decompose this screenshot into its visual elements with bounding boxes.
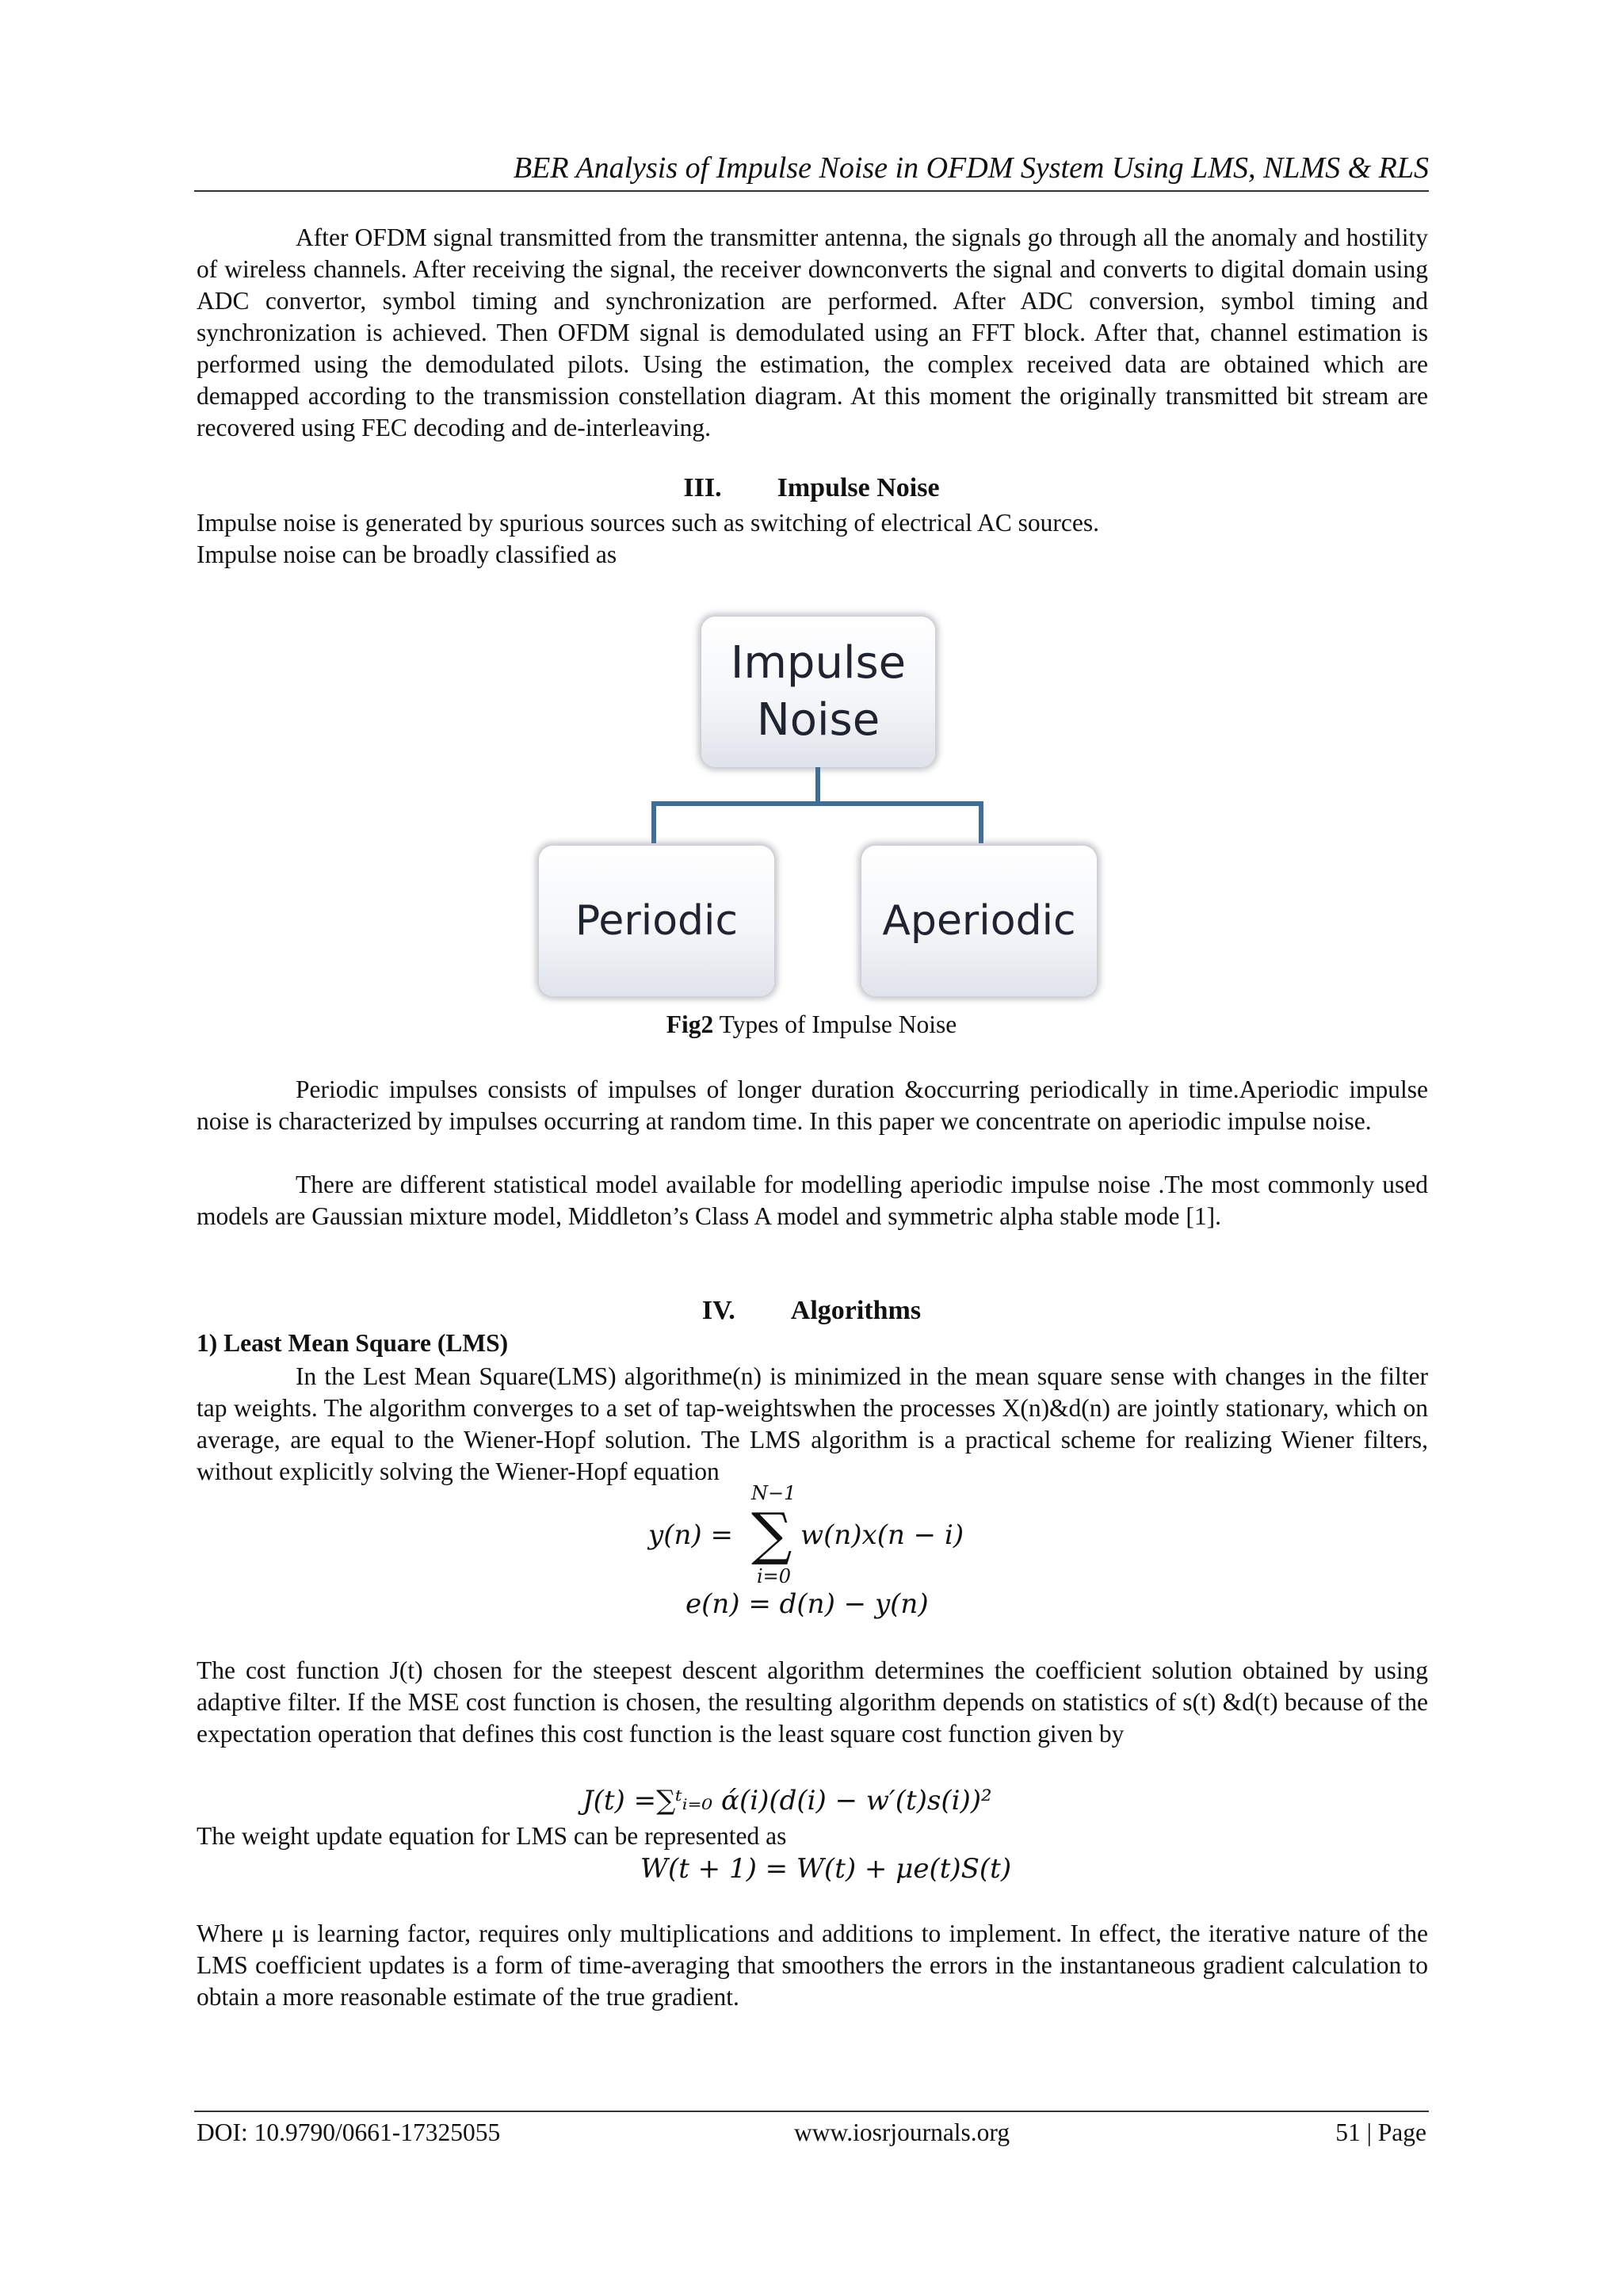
running-header: BER Analysis of Impulse Noise in OFDM System Using LMS, NLMS & RLS — [513, 151, 1429, 185]
footer-page-number: 51 | Page — [1335, 2118, 1426, 2146]
paragraph-lms-intro: In the Lest Mean Square(LMS) algorithme(n) is minimized in the mean square sense with changes in the filter tap weights. The algorithm converges to a set of tap-weightswhen the processes X(n)&d(n) are jointly stationary, which on average, are equal to the Wiener-Hopf solution. The LMS algorithm is a practical scheme for realizing Wiener filters, without explicitly solving the Wiener-Hopf equation — [197, 1362, 1428, 1485]
header-rule — [194, 190, 1429, 192]
equation-sum-lower-limit: i=0 — [757, 1565, 792, 1587]
paragraph-impulse-classified: Impulse noise can be broadly classified as — [197, 541, 617, 568]
section-heading-algorithms — [0, 1296, 1623, 1326]
paragraph-periodic-aperiodic: Periodic impulses consists of impulses of longer duration &occurring periodically in time.Aperiodic impulse noise is characterized by impulses occurring at random time. In this paper we concentrate on aperiodic impulse noise. — [197, 1075, 1428, 1135]
paragraph-statistical-models: There are different statistical model available for modelling aperiodic impulse noise .The most commonly used models are Gaussian mixture model, Middleton’s Class A model and symmetric alpha stable mode [1]. — [197, 1171, 1428, 1230]
node-label-periodic: Periodic — [575, 897, 739, 945]
equation-cost: J(t) =∑ᵗᵢ₌₀ ά(i)(d(i) − w′(t)s(i))² — [582, 1785, 992, 1817]
diagram-node-impulse-noise — [701, 617, 935, 767]
footer-rule — [194, 2111, 1429, 2112]
section-heading-impulse-noise — [0, 473, 1623, 503]
footer-doi: DOI: 10.9790/0661-17325055 — [197, 2118, 501, 2146]
section-number: IV. — [701, 1296, 735, 1325]
connector-vertical-right — [979, 801, 983, 843]
paragraph-learning-factor: Where μ is learning factor, requires only multiplications and additions to implement. In effect, the iterative nature of the LMS coefficient updates is a form of time-averaging that smoothers the errors in the instantaneous gradient calculation to obtain a more reasonable estimate of the true gradient. — [197, 1920, 1428, 2011]
diagram-node-aperiodic — [861, 846, 1097, 996]
subsection-heading-lms: 1) Least Mean Square (LMS) — [197, 1329, 509, 1357]
paragraph-cost-function: The cost function J(t) chosen for the steepest descent algorithm determines the coefficient solution obtained by using adaptive filter. If the MSE cost function is chosen, the resulting algorithm depends on statistics of s(t) &d(t) because of the expectation operation that defines this cost function is the least square cost function given by — [197, 1656, 1428, 1748]
section-number: III. — [683, 473, 722, 502]
node-label-aperiodic: Aperiodic — [882, 897, 1076, 945]
connector-horizontal — [651, 801, 983, 806]
equation-y-lhs: y(n) = — [648, 1519, 733, 1551]
paragraph-ofdm-receiver: After OFDM signal transmitted from the transmitter antenna, the signals go through all the anomaly and hostility of wireless channels. After receiving the signal, the receiver downconverts the signal and converts to digital domain using ADC convertor, symbol timing and synchronization are performed. After ADC conversion, symbol timing and synchronization is achieved. Then OFDM signal is demodulated using an FFT block. After that, channel estimation is performed using the demodulated pilots. Using the estimation, the complex received data are obtained which are demapped according to the transmission constellation diagram. At this moment the originally transmitted bit stream are recovered using FEC decoding and de-interleaving. — [197, 223, 1428, 441]
diagram-node-periodic — [539, 846, 774, 996]
node-label-line2: Noise — [756, 694, 880, 746]
equation-y-rhs: w(n)x(n − i) — [800, 1519, 964, 1551]
equation-sigma: ∑ — [751, 1500, 792, 1567]
paragraph-weight-update: The weight update equation for LMS can be represented as — [197, 1822, 787, 1850]
section-title: Impulse Noise — [777, 473, 940, 502]
footer-website: www.iosrjournals.org — [794, 2118, 1010, 2146]
figure-caption-text: Types of Impulse Noise — [713, 1010, 957, 1038]
node-label-line1: Impulse — [730, 637, 907, 689]
figure-caption-label: Fig2 — [666, 1010, 714, 1038]
figure-caption — [0, 1010, 1623, 1039]
equation-error: e(n) = d(n) − y(n) — [685, 1588, 929, 1620]
connector-vertical-root — [815, 767, 820, 803]
equation-sum-upper-limit: N−1 — [751, 1482, 796, 1504]
connector-vertical-left — [651, 801, 656, 843]
section-title: Algorithms — [790, 1296, 922, 1325]
paragraph-impulse-source: Impulse noise is generated by spurious sources such as switching of electrical AC sources. — [197, 509, 1099, 537]
equation-weight-update: W(t + 1) = W(t) + μe(t)S(t) — [640, 1853, 1012, 1885]
